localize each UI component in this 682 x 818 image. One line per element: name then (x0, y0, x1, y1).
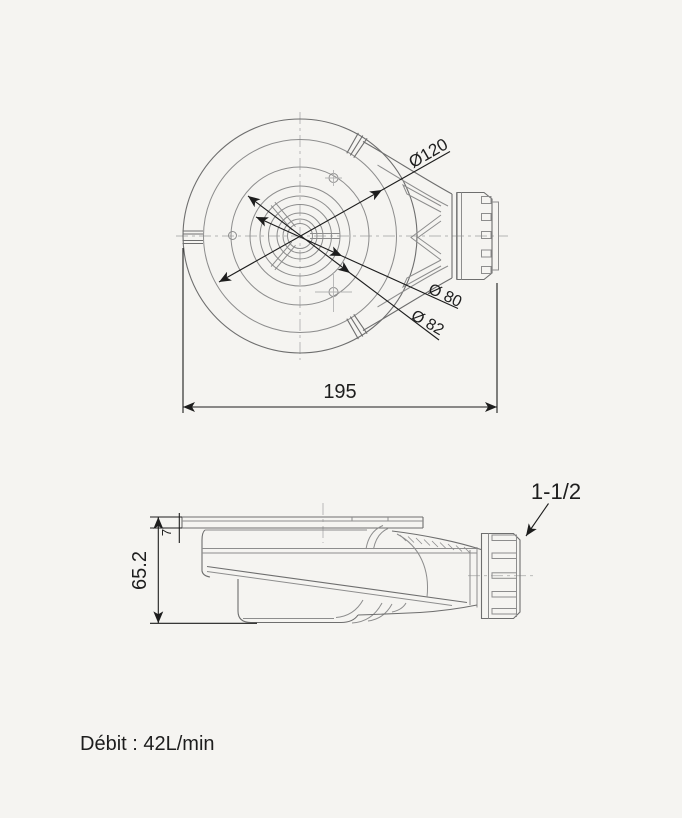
dome-panel-arcs (366, 526, 388, 550)
width-label: 195 (323, 381, 357, 403)
thread-slot (482, 214, 492, 221)
thread-slot (482, 250, 492, 257)
side-view (129, 479, 581, 623)
screw-hole-left (229, 232, 237, 240)
plate-thickness-label: 7 (159, 528, 174, 537)
thread-ridge (492, 592, 517, 598)
dia120-label: Ø120 (405, 134, 452, 172)
cone-slot-upper (403, 185, 441, 212)
drain-body-side (202, 526, 481, 624)
thread-leader-arrow (526, 504, 549, 537)
dimension-dia82 (248, 196, 447, 340)
outlet-bottom-edge (358, 605, 477, 615)
height-label: 65.2 (129, 551, 151, 590)
trap-elbow-arcs (336, 600, 406, 623)
body-diagonal-floor (207, 567, 467, 603)
outlet-collar-lines (470, 547, 477, 608)
thread-ridge (492, 535, 517, 541)
thread-slot (482, 267, 492, 274)
outlet-throat-curve (397, 534, 428, 597)
dia80-label: Ø 80 (425, 280, 465, 311)
thread-ridge (492, 609, 517, 615)
dimension-thread-1-1-2 (526, 479, 581, 536)
plate-ticks (352, 517, 388, 521)
flange-plate-side (182, 517, 423, 528)
thread-ridge (492, 553, 517, 559)
dia82-label: Ø 82 (407, 307, 447, 340)
body-seam-lines (202, 549, 477, 554)
rim-notch-left (183, 231, 204, 244)
dimension-dia120 (219, 135, 451, 282)
screw-hole-crosshairs (315, 170, 352, 312)
dia82-arrow-line (248, 196, 350, 273)
thread-size-label: 1-1/2 (530, 479, 582, 504)
nut-thread-slots-top (482, 197, 492, 274)
top-view (176, 112, 508, 413)
rim-notch-top-right (347, 133, 367, 158)
body-diagonal-floor-inner (207, 572, 452, 606)
thread-slot (482, 232, 492, 239)
plate-outline (182, 517, 423, 528)
rim-notch-bottom-right (347, 314, 367, 339)
trap-cup-outline (238, 579, 358, 623)
flow-rate-label: Débit : 42L/min (80, 733, 215, 755)
nut-thread-ridges-side (492, 535, 517, 614)
